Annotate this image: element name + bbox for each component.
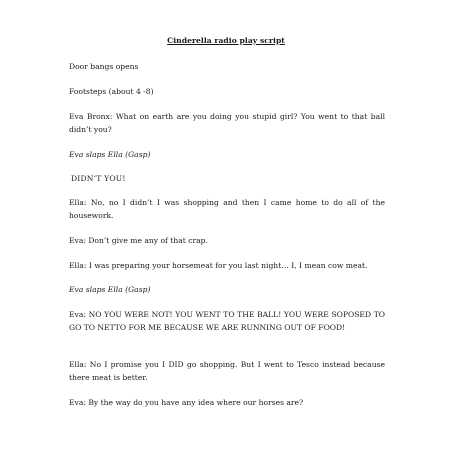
dialogue-eva-3: Eva: Don’t give me any of that crap. bbox=[69, 236, 208, 245]
stage-direction-slap-2: Eva slaps Ella (Gasp) bbox=[69, 285, 151, 294]
dialogue-eva-4: Eva: NO YOU WERE NOT! YOU WENT TO THE BALL! YOU WERE SOPOSED TO GO TO NETTO FOR ME BECAUSE WE ARE RUNNING OUT OF FOOD! bbox=[69, 310, 385, 333]
stage-direction-door: Door bangs opens bbox=[69, 62, 139, 71]
dialogue-eva-1: Eva Bronx: What on earth are you doing you stupid girl? You went to that ball didn’t you? bbox=[69, 112, 385, 135]
dialogue-eva-5: Eva: By the way do you have any idea where our horses are? bbox=[69, 398, 304, 407]
dialogue-ella-3: Ella: No I promise you I DID go shopping. But I went to Tesco instead because there meat is better. bbox=[69, 360, 385, 383]
dialogue-ella-2: Ella: I was preparing your horsemeat for you last night… I, I mean cow meat. bbox=[69, 261, 368, 270]
stage-direction-footsteps: Footsteps (about 4 -8) bbox=[69, 87, 154, 96]
stage-direction-slap-1: Eva slaps Ella (Gasp) bbox=[69, 150, 151, 159]
script-title: Cinderella radio play script bbox=[167, 36, 285, 45]
dialogue-ella-1: Ella: No, no I didn’t I was shopping and then I came home to do all of the housework. bbox=[69, 198, 385, 221]
dialogue-eva-2: DIDN’T YOU! bbox=[71, 174, 126, 183]
